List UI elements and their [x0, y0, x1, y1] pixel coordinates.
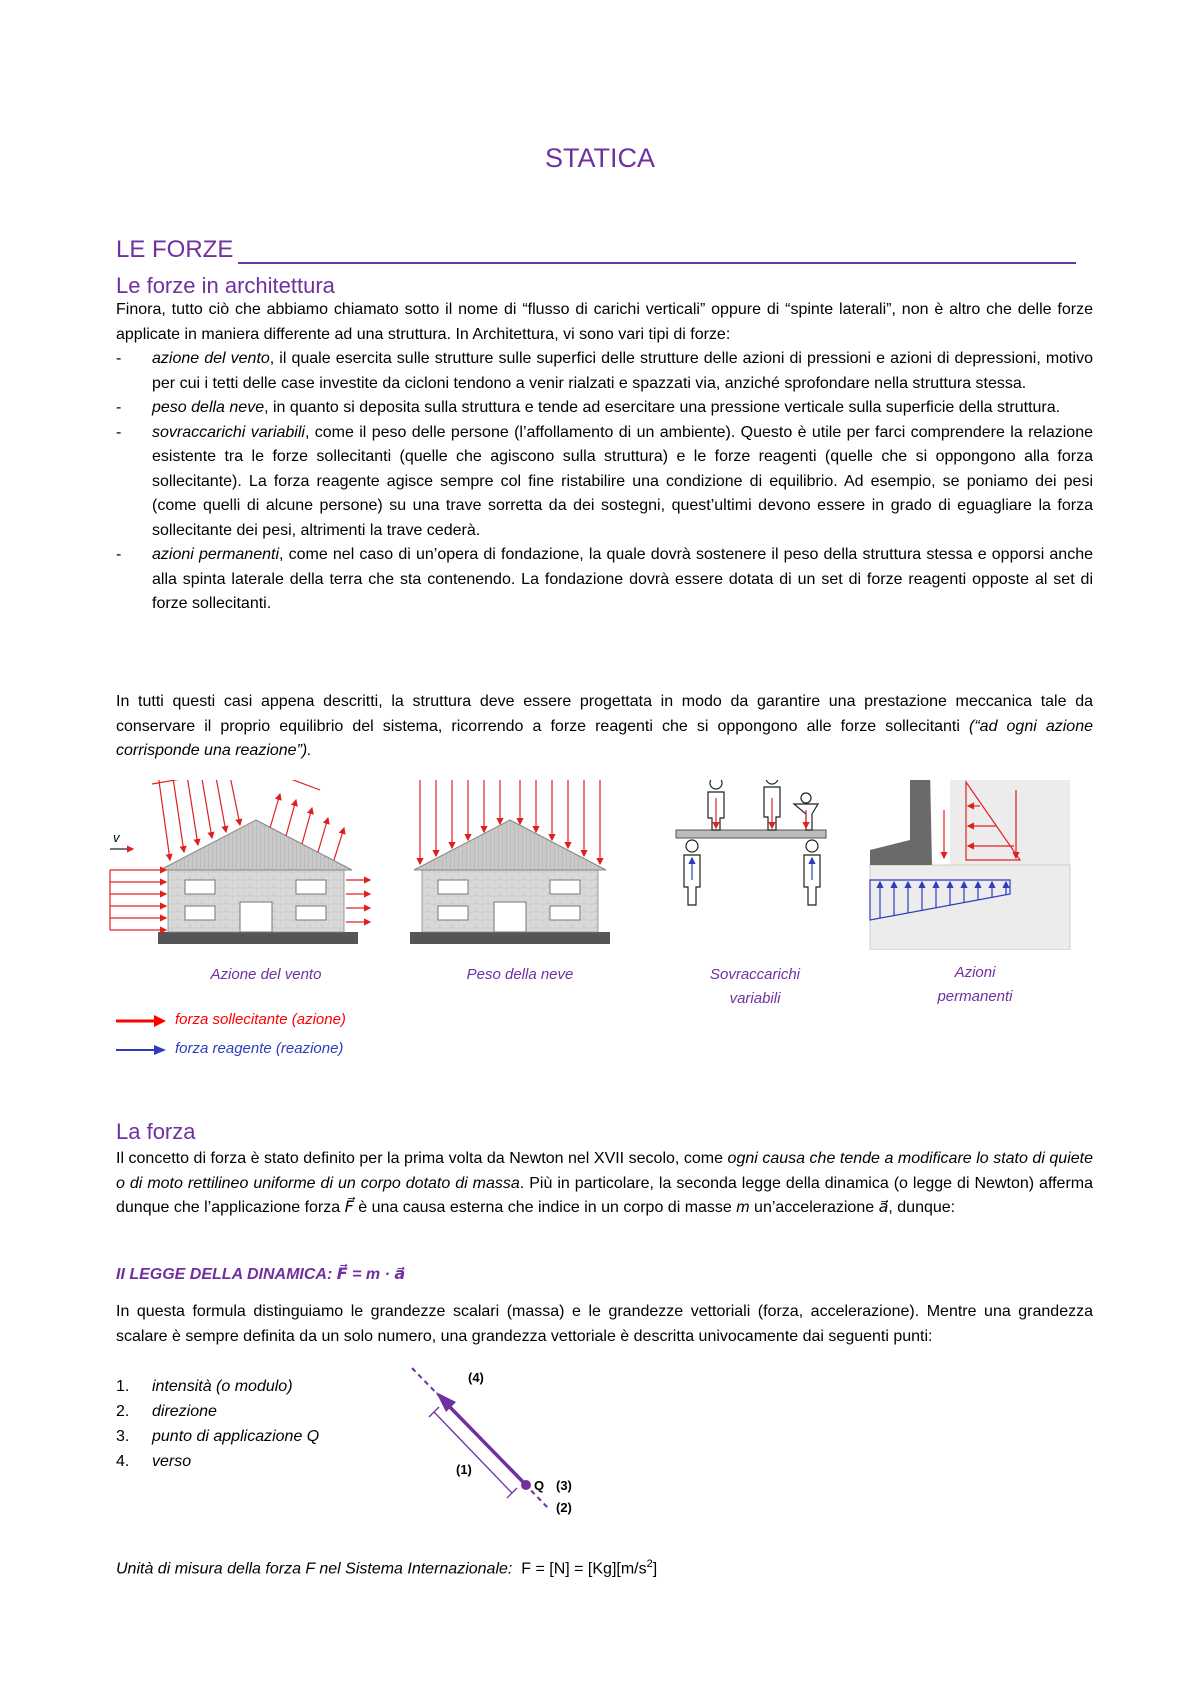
- figure-azione-vento: [110, 780, 370, 944]
- figure-sovraccarichi: [676, 780, 826, 905]
- forces-illustrations: [100, 780, 1100, 950]
- conclusion-paragraph: In tutti questi casi appena descritti, la struttura deve essere progettata in modo da garantire una prestazione meccanica tale da conservare il proprio equilibrio del sistema, ricorrendo a forze reagenti che si oppongono alle forze sollecitanti (“ad ogni azione corrisponde una reazione”).: [116, 693, 1093, 759]
- bullet-permanenti: - azioni permanenti, come nel caso di un’opera di fondazione, la quale dovrà sostenere il peso della struttura stessa e opporsi anche alla spinta laterale della terra che sta contenendo. La fondazione dovrà essere dotata di un set di forze reagenti opposte al set di forze sollecitanti.: [116, 546, 1094, 612]
- section-underline: [238, 262, 1076, 264]
- law-formula: : F⃗ = m · a⃗: [326, 1266, 406, 1283]
- law-line: [116, 1263, 1093, 1288]
- retaining-wall: [870, 780, 932, 865]
- figure-peso-neve: [410, 780, 610, 944]
- intro-paragraph: Finora, tutto ciò che abbiamo chiamato sotto il nome di “flusso di carichi verticali” oppure di “spinte laterali”, non è altro che delle forze applicate in maniera differente ad una struttura. In Architettura, vi sono vari tipi di forze:: [116, 301, 1093, 343]
- application-point: [521, 1480, 531, 1490]
- subheading-la-forza: La forza: [116, 1119, 196, 1144]
- bullet-term: sovraccarichi variabili: [152, 423, 305, 441]
- bullet-neve: - peso della neve, in quanto si deposita sulla struttura e tende ad esercitare una pressione verticale sulla superficie della struttura.: [116, 399, 1061, 416]
- vector-properties-list: [116, 1374, 319, 1474]
- bullet-text: , in quanto si deposita sulla struttura e tende ad esercitare una pressione verticale sulla superficie della struttura.: [264, 399, 1061, 416]
- blue-arrow-icon: [116, 1040, 166, 1060]
- caption-peso-neve: Peso della neve: [466, 966, 574, 983]
- bullet-text: , il quale esercita sulle strutture sulle superfici delle strutture delle azioni di pressioni e azioni di depressioni, motivo per cui i tetti delle case investite da cicloni tendono a venir rialzati e spazzati via, anziché sprofondare nella struttura stessa.: [152, 350, 1093, 392]
- house-roof: [160, 820, 352, 870]
- wind-label: v: [113, 830, 120, 845]
- bullet-text: , come il peso delle persone (l’affollamento di un ambiente). Questo è utile per farci comprendere la relazione esistente tra le forze sollecitanti (quelle che agiscono sulla struttura) e le forze reagenti (quelle che si oppongono alla forza sollecitante). La forza reagente agisce sempre col fine ristabilire una condizione di equilibrio. Ad esempio, se poniamo dei pesi (come quelli di alcune persone) su una trave sorretta da dei sostegni, quest’ultimi devono essere in grado di eguagliare la forza sollecitante dei pesi, altrimenti la trave cederà.: [152, 423, 1094, 539]
- label-punto: (3): [556, 1478, 572, 1493]
- support-reaction-arrows: [692, 858, 812, 880]
- list-item: 4. verso: [116, 1453, 192, 1470]
- conclusion-quote: (“ad ogni azione corrisponde una reazione”).: [116, 717, 1093, 759]
- figure-azioni-permanenti: [870, 780, 1070, 950]
- page-title: STATICA: [544, 143, 655, 173]
- section-heading: LE FORZE: [116, 236, 234, 263]
- document-page: STATICA LE FORZE Le forze in architettura Finora, tutto ciò che abbiamo chiamato sotto il nome di “flusso di carichi verticali” oppure di “spinte laterali”, non è altro che delle forze applicate in maniera differente ad una struttura. In Architettura, vi sono vari tipi di forze: - azione del vento, il quale esercita sulle strutture sulle superfici delle strutture delle azioni di pressioni e azioni di depressioni, motivo per cui i tetti delle case investite da cicloni tendono a venir rialzati e spazzati via, anziché sprofondare nella struttura stessa. - peso della neve, in quanto si deposita sulla struttura e tende ad esercitare una pressione verticale sulla superficie della struttura. - sovraccarichi variabili, come il peso delle persone (l’affollamento di un ambiente). Questo è utile per farci comprendere la relazione esistente tra le forze sollecitanti (quelle che agiscono sulla struttura) e le forze reagenti (quelle che si oppongono alla forza sollecitante). La forza reagente agisce sempre col fine ristabilire una condizione di equilibrio. Ad esempio, se poniamo dei pesi (come quelli di alcune persone) su una trave sorretta da dei sostegni, quest’ultimi devono essere in grado di eguagliare la forza sollecitante dei pesi, altrimenti la trave cederà. - azioni permanenti, come nel caso di un’opera di fondazione, la quale dovrà sostenere il peso della struttura stessa e opporsi anche alla spinta laterale della terra che sta contenendo. La fondazione dovrà essere dotata di un set di forze reagenti opposte al set di forze sollecitanti. In tutti questi casi appena descritti, la struttura deve essere progettata in modo da garantire una prestazione meccanica tale da conservare il proprio equilibrio del sistema, ricorrendo a forze reagenti che si oppongono alle forze sollecitanti (“ad ogni azione corrisponde una reazione”). v Azione del vento Peso della neve Sovraccarichi variabili Azioni permanenti forza sollecitante (azione) forza reagente (reazione) La forza Il concetto di forza è stato definito per la prima volta da Newton nel XVII secolo, come ogni causa che tende a modificare lo stato di quiete o di moto rettilineo uniforme di un corpo dotato di massa. Più in particolare, la seconda legge della dinamica (o legge di Newton) afferma dunque che l’applicazione forza F⃗ è una causa esterna che indice in un corpo di masse m un’accelerazione a⃗, dunque: II LEGGE DELLA DINAMICA: F⃗ = m · a⃗ In questa formula distinguiamo le grandezze scalari (massa) e le grandezze vettoriali (forza, accelerazione). Mentre una grandezza scalare è sempre definita da un solo numero, una grandezza vettoriale è descritta univocamente dai seguenti punti: 1. intensità (o modulo) 2. direzione 3. punto di applicazione Q 4. verso (4) (1) Q (3) (2) Unità di misura della forza F nel Sistema Internazionale: $F = [N] = [Kg][m/s^2]$: [0, 0, 1200, 1698]
- caption-sovraccarichi: Sovraccarichi variabili: [709, 966, 801, 1007]
- list-item: 1. intensità (o modulo): [116, 1378, 293, 1395]
- ground: [158, 932, 358, 944]
- vector-diagram: [400, 1360, 610, 1520]
- bullet-sovraccarichi: - sovraccarichi variabili, come il peso delle persone (l’affollamento di un ambiente). Questo è utile per farci comprendere la relazione esistente tra le forze sollecitanti (quelle che agiscono sulla struttura) e le forze reagenti (quelle che si oppongono alla forza sollecitante). La forza reagente agisce sempre col fine ristabilire una condizione di equilibrio. Ad esempio, se poniamo dei pesi (come quelli di alcune persone) su una trave sorretta da dei sostegni, quest’ultimi devono essere in grado di eguagliare la forza sollecitante dei pesi, altrimenti la trave cederà.: [116, 423, 1094, 539]
- label-direzione: (2): [556, 1500, 572, 1515]
- list-item: 2. direzione: [116, 1403, 217, 1420]
- label-Q: Q: [534, 1478, 545, 1493]
- force-types-list: [116, 347, 1093, 617]
- label-verso: (4): [468, 1370, 484, 1385]
- bullet-term: peso della neve: [152, 399, 265, 416]
- list-item: 3. punto di applicazione Q: [116, 1428, 320, 1445]
- red-arrow-icon: [116, 1011, 166, 1031]
- beam: [676, 830, 826, 838]
- bullet-term: azioni permanenti: [152, 546, 280, 563]
- vectors-paragraph: In questa formula distinguiamo le grandezze scalari (massa) e le grandezze vettoriali (forza, accelerazione). Mentre una grandezza scalare è sempre definita da un solo numero, una grandezza vettoriale è descritta univocamente dai seguenti punti:: [116, 1303, 1093, 1345]
- subheading-forze-architettura: Le forze in architettura: [116, 273, 335, 298]
- bullet-vento: - azione del vento, il quale esercita sulle strutture sulle superfici delle strutture delle azioni di pressioni e azioni di depressioni, motivo per cui i tetti delle case investite da cicloni tendono a venir rialzati e spazzati via, anziché sprofondare nella struttura stessa.: [116, 350, 1093, 392]
- units-line: Unità di misura della forza F nel Sistema Internazionale: $F = [N] = [Kg][m/s^2]$: [116, 1558, 658, 1578]
- forza-paragraph: Il concetto di forza è stato definito per la prima volta da Newton nel XVII secolo, come ogni causa che tende a modificare lo stato di quiete o di moto rettilineo uniforme di un corpo dotato di massa. Più in particolare, la seconda legge della dinamica (o legge di Newton) afferma dunque che l’applicazione forza F⃗ è una causa esterna che indice in un corpo di masse m un’accelerazione a⃗, dunque:: [116, 1150, 1094, 1216]
- bullet-term: azione del vento: [152, 350, 270, 367]
- law-label: II LEGGE DELLA DINAMICA: [116, 1266, 327, 1283]
- bullet-text: , come nel caso di un’opera di fondazione, la quale dovrà sostenere il peso della struttura stessa e opporsi anche alla spinta laterale della terra che sta contenendo. La fondazione dovrà essere dotata di un set di forze reagenti opposte al set di forze sollecitanti.: [152, 546, 1094, 612]
- live-load-arrows: [716, 798, 806, 828]
- label-modulo: (1): [456, 1462, 472, 1477]
- modulus-line: [434, 1412, 512, 1493]
- caption-azione-vento: Azione del vento: [210, 966, 322, 983]
- wind-pressure-arrows: [110, 870, 166, 930]
- caption-azioni-permanenti: Azioni permanenti: [937, 964, 1013, 1005]
